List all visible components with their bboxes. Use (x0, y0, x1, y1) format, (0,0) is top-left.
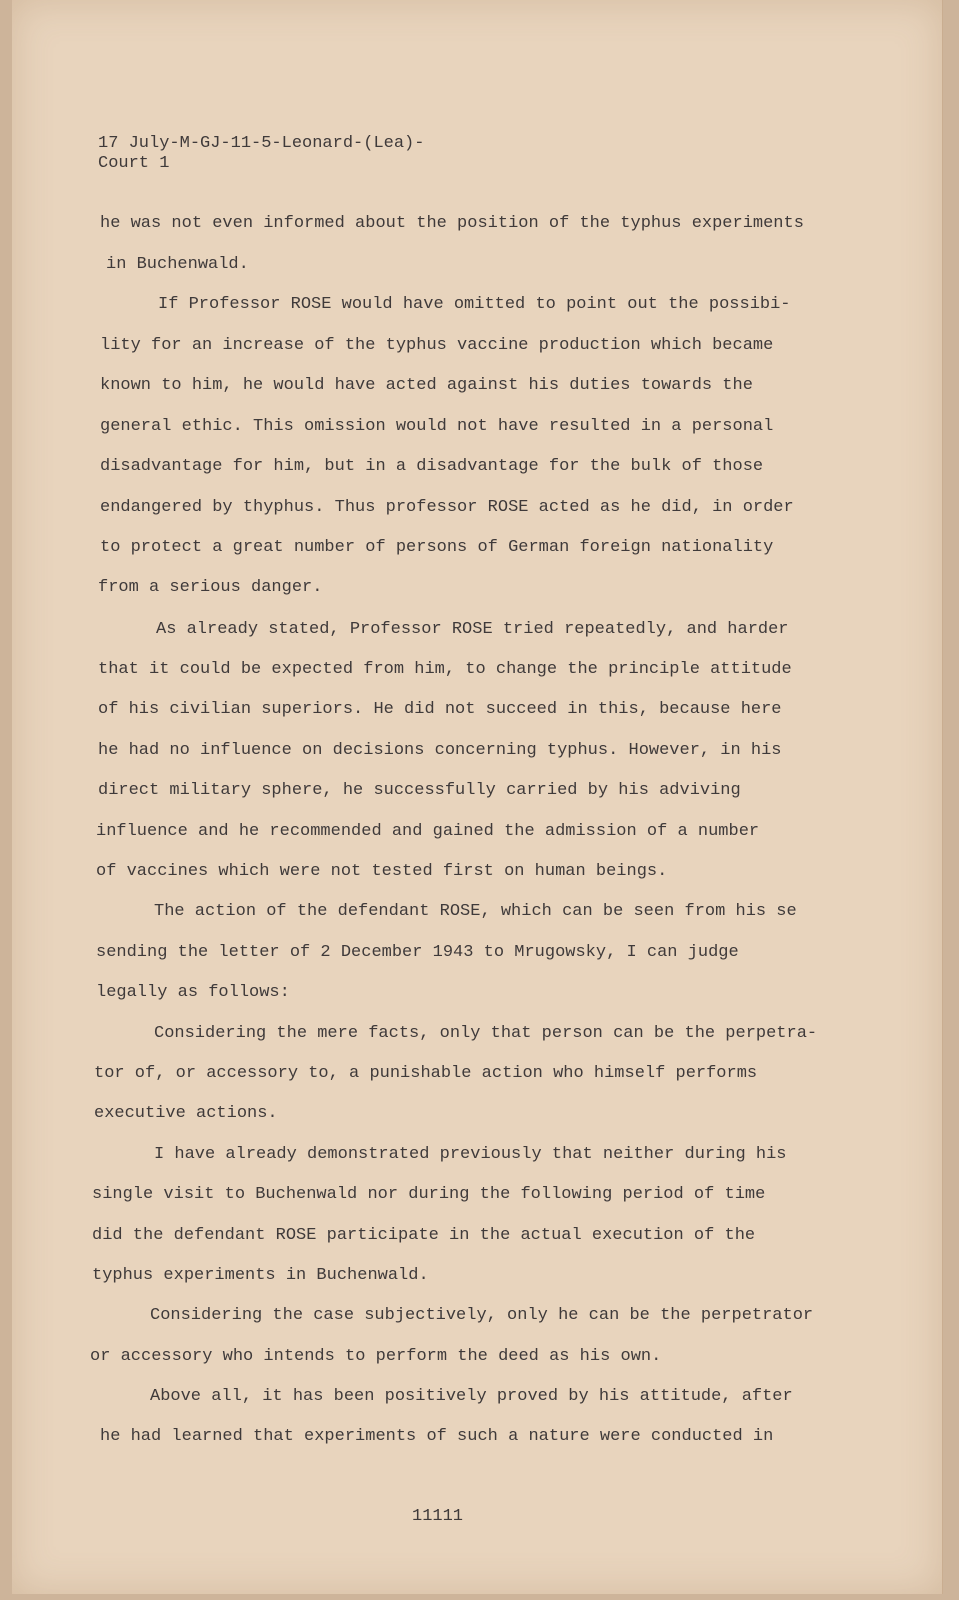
text-line: he had no influence on decisions concerning typhus. However, in his (98, 741, 782, 760)
text-line: in Buchenwald. (106, 255, 249, 274)
text-line: did the defendant ROSE participate in the actual execution of the (92, 1226, 756, 1245)
text-line: he was not even informed about the position of the typhus experiments (100, 214, 804, 233)
text-line: of his civilian superiors. He did not succeed in this, because here (98, 700, 782, 719)
text-line: sending the letter of 2 December 1943 to Mrugowsky, I can judge (96, 943, 739, 962)
text-line: general ethic. This omission would not have resulted in a personal (100, 417, 774, 436)
text-line: tor of, or accessory to, a punishable action who himself performs (94, 1064, 758, 1083)
text-line: endangered by thyphus. Thus professor ROSE acted as he did, in order (100, 498, 794, 517)
text-line: Above all, it has been positively proved by his attitude, after (150, 1387, 793, 1406)
text-line: or accessory who intends to perform the deed as his own. (90, 1347, 662, 1366)
document-text (12, 0, 942, 1594)
text-line: The action of the defendant ROSE, which can be seen from his se (154, 902, 797, 921)
text-line: typhus experiments in Buchenwald. (92, 1266, 429, 1285)
text-line: disadvantage for him, but in a disadvantage for the bulk of those (100, 457, 764, 476)
text-line: he had learned that experiments of such a nature were conducted in (100, 1427, 774, 1446)
header-line-2: Court 1 (98, 154, 170, 173)
text-line: As already stated, Professor ROSE tried repeatedly, and harder (156, 620, 789, 639)
text-line: executive actions. (94, 1104, 278, 1123)
text-line: known to him, he would have acted against his duties towards the (100, 376, 753, 395)
page-number: 11111 (412, 1507, 464, 1526)
text-line: Considering the mere facts, only that person can be the perpetra- (154, 1024, 818, 1043)
header-line-1: 17 July-M-GJ-11-5-Leonard-(Lea)- (98, 134, 425, 153)
text-line: of vaccines which were not tested first on human beings. (96, 862, 668, 881)
text-line: I have already demonstrated previously that neither during his (154, 1145, 787, 1164)
text-line: lity for an increase of the typhus vaccine production which became (100, 336, 774, 355)
document-page (12, 0, 943, 1594)
text-line: to protect a great number of persons of German foreign nationality (100, 538, 774, 557)
text-line: If Professor ROSE would have omitted to point out the possibi- (158, 295, 791, 314)
text-line: single visit to Buchenwald nor during the following period of time (92, 1185, 766, 1204)
text-line: that it could be expected from him, to change the principle attitude (98, 660, 792, 679)
text-line: influence and he recommended and gained the admission of a number (96, 822, 760, 841)
text-line: Considering the case subjectively, only he can be the perpetrator (150, 1306, 814, 1325)
text-line: from a serious danger. (98, 578, 323, 597)
text-line: legally as follows: (96, 983, 290, 1002)
text-line: direct military sphere, he successfully carried by his adviving (98, 781, 741, 800)
